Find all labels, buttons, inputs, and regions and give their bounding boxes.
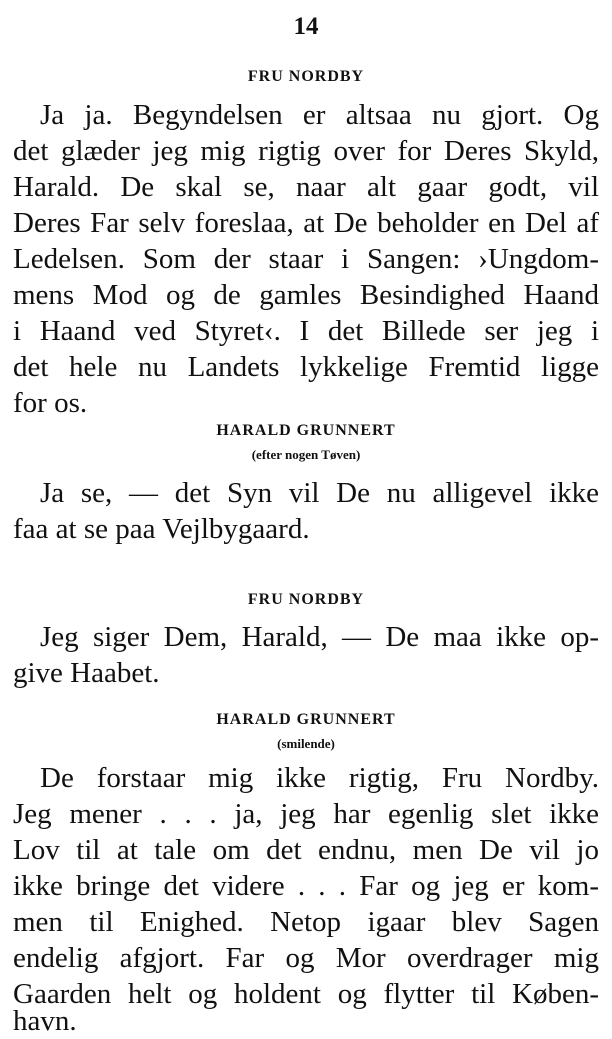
text-line: Jeg siger Dem, Harald, — De maa ikke op-: [40, 621, 599, 653]
speaker-name: HARALD GRUNNERT: [216, 711, 396, 728]
text-line: i Haand ved Styret‹. I det Billede ser jeg i: [13, 315, 599, 347]
text-line: give Haabet.: [13, 657, 160, 689]
stage-direction: (efter nogen Tøven): [251, 447, 361, 462]
speaker-name: FRU NORDBY: [247, 591, 365, 608]
text-line: Ja se, — det Syn vil De nu alligevel ikke: [40, 477, 599, 509]
text-line: Jeg mener . . . ja, jeg har egenlig slet ikke: [13, 798, 599, 830]
text-line: det hele nu Landets lykkelige Fremtid ligge: [13, 351, 599, 383]
text-line: havn.: [13, 1005, 77, 1037]
text-line: endelig afgjort. Far og Mor overdrager mig: [13, 942, 599, 974]
text-line: det glæder jeg mig rigtig over for Deres Skyld,: [13, 135, 599, 167]
text-line: De forstaar mig ikke rigtig, Fru Nordby.: [40, 762, 599, 794]
speaker-name: HARALD GRUNNERT: [216, 422, 396, 439]
stage-direction: (smilende): [277, 736, 335, 751]
text-line: Gaarden helt og holdent og flytter til Køben-: [13, 978, 599, 1010]
text-line: Ledelsen. Som der staar i Sangen: ›Ungdom-: [13, 243, 599, 275]
text-line: men til Enighed. Netop igaar blev Sagen: [13, 906, 599, 938]
text-line: Ja ja. Begyndelsen er altsaa nu gjort. Og: [40, 99, 599, 131]
page-number: 14: [293, 13, 319, 40]
text-line: Harald. De skal se, naar alt gaar godt, vil: [13, 171, 599, 203]
text-line: faa at se paa Vejlbygaard.: [13, 513, 310, 545]
speaker-name: FRU NORDBY: [247, 68, 365, 85]
text-line: mens Mod og de gamles Besindighed Haand: [13, 279, 599, 311]
text-line: Deres Far selv foreslaa, at De beholder en Del af: [13, 207, 599, 239]
text-line: ikke bringe det videre . . . Far og jeg er kom-: [13, 870, 599, 902]
text-line: Lov til at tale om det endnu, men De vil jo: [13, 834, 599, 866]
text-line: for os.: [13, 387, 88, 419]
